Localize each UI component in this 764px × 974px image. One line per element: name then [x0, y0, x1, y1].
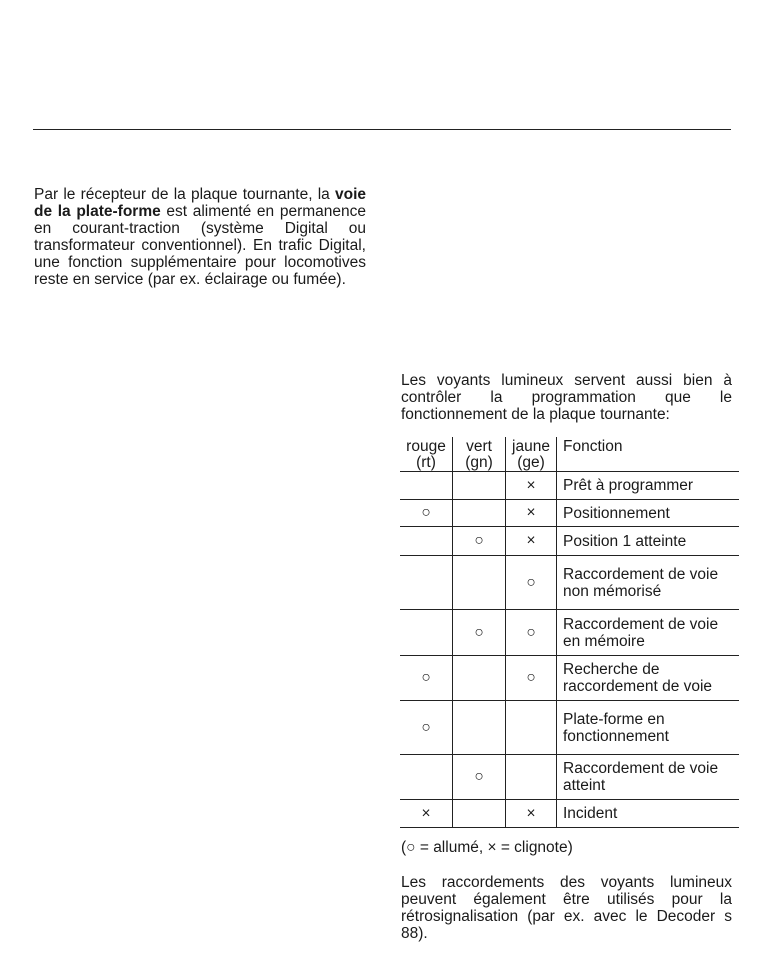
function-cell: Incident [563, 805, 618, 822]
lamp-rouge-cell: × [400, 800, 453, 828]
lamp-jaune-cell: × [506, 472, 557, 500]
feedback-paragraph: Les raccordements des voyants lumineux peuvent également être utilisés pour la rétrosignalisation (par ex. avec le Decoder s 88). [401, 874, 732, 942]
lamp-vert-cell [453, 500, 506, 527]
intro-text-start: Par le récepteur de la plaque tournante, la [34, 186, 335, 203]
table-row [400, 755, 739, 800]
function-cell: Raccordement de voie en mémoire [563, 615, 719, 650]
function-cell: Plate-forme en fonctionnement [563, 710, 669, 745]
function-cell: Positionnement [563, 504, 670, 522]
function-cell: Raccordement de voie non mémorisé [563, 565, 719, 600]
signal-lamps-table [400, 437, 739, 828]
lamp-rouge-cell [400, 610, 453, 656]
header-rouge: rouge (rt) [400, 437, 453, 472]
lamp-jaune-cell: ○ [506, 610, 557, 656]
lamp-jaune-cell: ○ [506, 656, 557, 701]
lamp-vert-cell [453, 556, 506, 610]
lamp-jaune-cell: × [506, 800, 557, 828]
symbol-legend: (○ = allumé, × = clignote) [401, 839, 573, 856]
table-row [400, 800, 739, 828]
table-row [400, 610, 739, 656]
lamps-intro-paragraph: Les voyants lumineux servent aussi bien à contrôler la programmation que le fonctionnement de la plaque tournante: [401, 372, 732, 423]
table-row [400, 500, 739, 527]
function-cell: Prêt à programmer [563, 477, 694, 494]
lamp-vert-cell: ○ [453, 755, 506, 800]
header-rule [33, 129, 731, 130]
lamp-rouge-cell: ○ [400, 656, 453, 701]
function-cell: Raccordement de voie atteint [563, 760, 719, 794]
header-jaune: jaune (ge) [506, 437, 557, 472]
lamp-rouge-cell [400, 556, 453, 610]
lamp-vert-cell [453, 472, 506, 500]
table-row [400, 472, 739, 500]
header-vert: vert (gn) [453, 437, 506, 472]
lamp-vert-cell [453, 701, 506, 755]
intro-paragraph [34, 186, 366, 288]
table-row [400, 556, 739, 610]
lamp-vert-cell [453, 656, 506, 701]
lamp-vert-cell: ○ [453, 527, 506, 556]
lamp-jaune-cell [506, 755, 557, 800]
lamp-jaune-cell [506, 701, 557, 755]
lamp-rouge-cell: ○ [400, 500, 453, 527]
lamp-vert-cell: ○ [453, 610, 506, 656]
table-header-row [400, 437, 739, 472]
lamp-rouge-cell [400, 472, 453, 500]
function-cell: Recherche de raccordement de voie [563, 661, 713, 695]
table-row [400, 701, 739, 755]
lamp-jaune-cell: × [506, 527, 557, 556]
table-row [400, 656, 739, 701]
lamp-rouge-cell [400, 755, 453, 800]
lamp-vert-cell [453, 800, 506, 828]
lamp-rouge-cell: ○ [400, 701, 453, 755]
header-fonction: Fonction [563, 438, 623, 455]
intro-text-end: est alimenté en permanence en courant-traction (système Digital ou transformateur conventionnel). En trafic Digital, une fonction supplémentaire pour locomotives reste en service (par ex. éclairage ou fumée). [34, 203, 366, 288]
function-cell: Position 1 atteinte [563, 532, 687, 550]
intro-bold-term: voie de la plate-forme [34, 186, 366, 220]
lamp-jaune-cell: ○ [506, 556, 557, 610]
lamp-rouge-cell [400, 527, 453, 556]
table-row [400, 527, 739, 556]
lamp-jaune-cell: × [506, 500, 557, 527]
